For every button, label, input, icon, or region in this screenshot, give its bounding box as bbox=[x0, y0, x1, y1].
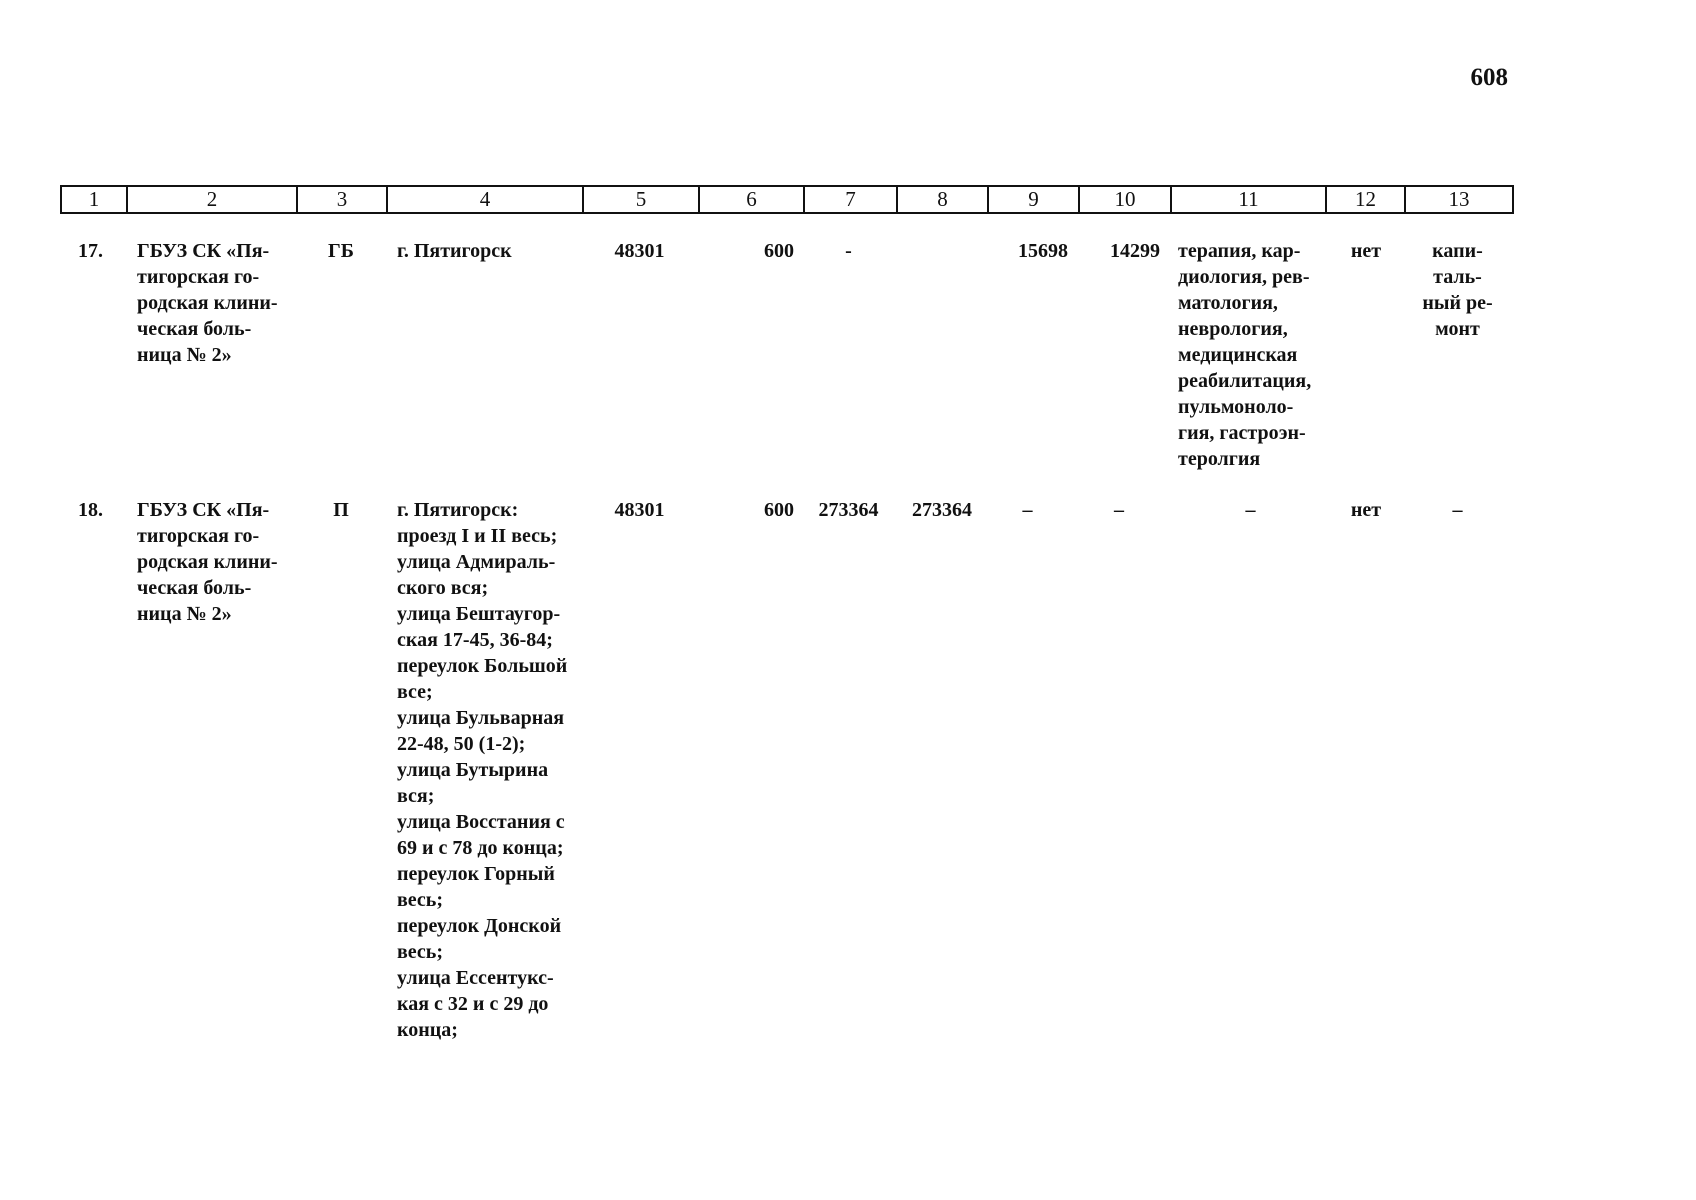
col-13-line: монт bbox=[1435, 318, 1480, 340]
facility-type: П bbox=[333, 499, 349, 521]
col-13-line: ный ре- bbox=[1422, 292, 1493, 314]
address-line: улица Бутырина bbox=[397, 759, 549, 781]
address-line: 22-48, 50 (1-2); bbox=[397, 733, 526, 755]
header-col-5: 5 bbox=[583, 186, 699, 213]
header-col-6: 6 bbox=[699, 186, 804, 213]
col-13-line: капи- bbox=[1432, 240, 1483, 262]
org-line: ческая боль- bbox=[137, 577, 252, 599]
header-col-3: 3 bbox=[297, 186, 387, 213]
specialty-line: медицинская bbox=[1178, 344, 1298, 366]
specialty-line: пульмоноло- bbox=[1178, 396, 1294, 418]
org-line: родская клини- bbox=[137, 292, 278, 314]
org-line: тигорская го- bbox=[137, 266, 260, 288]
col-8-value: 273364 bbox=[912, 499, 972, 521]
address bbox=[397, 238, 575, 264]
specialty-line: реабилитация, bbox=[1178, 370, 1312, 392]
specialty-line: гия, гастроэн- bbox=[1178, 422, 1306, 444]
header-col-13: 13 bbox=[1405, 186, 1513, 213]
organization-name bbox=[137, 497, 287, 627]
org-line: тигорская го- bbox=[137, 525, 260, 547]
col-9-value: – bbox=[1022, 499, 1033, 521]
table-row-18 bbox=[60, 497, 1512, 1057]
org-line: ница № 2» bbox=[137, 344, 232, 366]
col-13-value bbox=[1410, 238, 1505, 342]
specialty-line: диология, рев- bbox=[1178, 266, 1310, 288]
address-line: улица Адмираль- bbox=[397, 551, 556, 573]
org-line: ГБУЗ СК «Пя- bbox=[137, 240, 270, 262]
address-line: проезд I и II весь; bbox=[397, 525, 558, 547]
facility-type: ГБ bbox=[328, 240, 354, 262]
address-line: ская 17-45, 36-84; bbox=[397, 629, 553, 651]
org-line: ница № 2» bbox=[137, 603, 232, 625]
header-col-12: 12 bbox=[1326, 186, 1405, 213]
col-6-value: 600 bbox=[764, 240, 794, 262]
address-line: конца; bbox=[397, 1019, 458, 1041]
header-col-4: 4 bbox=[387, 186, 583, 213]
row-number: 18. bbox=[78, 499, 103, 521]
col-12-value: нет bbox=[1350, 499, 1382, 521]
specialty-line: матология, bbox=[1178, 292, 1278, 314]
page-number: 608 bbox=[1470, 64, 1508, 91]
header-col-10: 10 bbox=[1079, 186, 1171, 213]
col-9-value: 15698 bbox=[1018, 240, 1068, 262]
specialties bbox=[1178, 238, 1323, 472]
address-line: весь; bbox=[397, 941, 444, 963]
column-number-header bbox=[60, 185, 1514, 214]
specialty-line: – bbox=[1245, 499, 1256, 521]
specialties bbox=[1178, 497, 1323, 523]
col-5-value: 48301 bbox=[614, 240, 665, 262]
address-line: все; bbox=[397, 681, 433, 703]
org-line: ГБУЗ СК «Пя- bbox=[137, 499, 270, 521]
address-line: улица Восстания с bbox=[397, 811, 565, 833]
address-line: переулок Горный bbox=[397, 863, 555, 885]
col-10-value: 14299 bbox=[1110, 240, 1160, 262]
address-line: улица Бульварная bbox=[397, 707, 565, 729]
address-line: весь; bbox=[397, 889, 444, 911]
specialty-line: терапия, кар- bbox=[1178, 240, 1301, 262]
org-line: родская клини- bbox=[137, 551, 278, 573]
address-line: переулок Большой bbox=[397, 655, 568, 677]
address-line: переулок Донской bbox=[397, 915, 562, 937]
header-col-1: 1 bbox=[61, 186, 127, 213]
col-13-line: – bbox=[1452, 499, 1463, 521]
header-col-9: 9 bbox=[988, 186, 1079, 213]
address-line: 69 и с 78 до конца; bbox=[397, 837, 564, 859]
address-line: г. Пятигорск: bbox=[397, 499, 519, 521]
header-col-2: 2 bbox=[127, 186, 297, 213]
org-line: ческая боль- bbox=[137, 318, 252, 340]
address-line: улица Бештаугор- bbox=[397, 603, 561, 625]
address-line: г. Пятигорск bbox=[397, 240, 512, 262]
specialty-line: теролгия bbox=[1178, 448, 1261, 470]
col-6-value: 600 bbox=[764, 499, 794, 521]
address-line: вся; bbox=[397, 785, 435, 807]
table-row-17 bbox=[60, 238, 1512, 478]
address-line: кая с 32 и с 29 до bbox=[397, 993, 549, 1015]
col-7-value: - bbox=[845, 240, 852, 262]
col-13-line: таль- bbox=[1433, 266, 1482, 288]
col-13-value bbox=[1410, 497, 1505, 523]
col-5-value: 48301 bbox=[614, 499, 665, 521]
address-line: ского вся; bbox=[397, 577, 489, 599]
row-number: 17. bbox=[78, 240, 103, 262]
address-line: улица Ессентукс- bbox=[397, 967, 554, 989]
address bbox=[397, 497, 575, 1043]
header-col-8: 8 bbox=[897, 186, 988, 213]
col-7-value: 273364 bbox=[818, 499, 879, 521]
specialty-line: неврология, bbox=[1178, 318, 1288, 340]
header-col-7: 7 bbox=[804, 186, 897, 213]
header-col-11: 11 bbox=[1171, 186, 1326, 213]
col-12-value: нет bbox=[1350, 240, 1382, 262]
organization-name bbox=[137, 238, 287, 368]
col-10-value: – bbox=[1114, 499, 1124, 521]
